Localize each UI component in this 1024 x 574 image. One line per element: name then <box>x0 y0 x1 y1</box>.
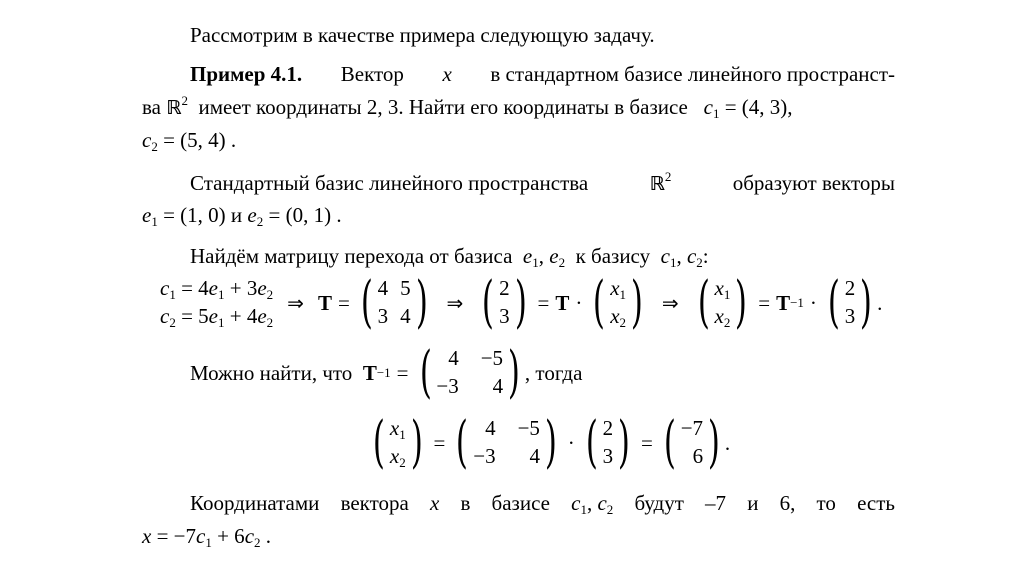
result-answer: ( −7 6 ) <box>663 410 721 475</box>
T-inverse-matrix: ( 4 −5 −3 4 ) <box>419 340 521 405</box>
basis-system: $c_1 = 4e_1 + 3e_2$ $c_2 = 5e_1 + 4e_2$ <box>160 276 274 330</box>
transition-text: Найдём матрицу перехода от базиса <box>190 244 513 268</box>
standard-line-2: $e_1 = (1$, 0) и $e_2 = (0$, 1) . <box>142 203 342 229</box>
vector-2-3-b: ( 2 3 ) <box>827 270 873 335</box>
implies-arrow-3: ⇒ <box>661 291 679 315</box>
transition-to: к базису <box>575 244 651 268</box>
example-line-1 <box>190 61 895 87</box>
dim-sup: 2 <box>181 93 188 108</box>
c2-definition: = (5, 4) . <box>163 128 237 152</box>
vector-2-3: ( 2 3 ) <box>482 270 527 335</box>
example-text-coords: имеет координаты 2, 3. Найти его координаты в базисе <box>198 95 688 119</box>
system-row: $c_1 = 4e_1 + 3e_2$ $c_2 = 5e_1 + 4e_2$ ⇒ T = ( 4 5 3 4 ) ⇒ ( 2 3 ) = T · ( $x_1$ $x_2$ ) ⇒ ( $x_1$ $x_2$ ) = T −1 · ( 2 3 ) . <box>160 270 883 335</box>
result-row: ( $x_1$ $x_2$ ) = ( 4 −5 −3 4 ) · ( 2 3 ) = ( −7 6 ) . <box>368 412 730 474</box>
T-symbol: T <box>317 290 332 315</box>
c1-definition: = (4, 3), <box>724 95 793 119</box>
conclusion-line-1: Координатами вектора x в базисе $c_1$, $c_2$ будут –7 и 6, то есть <box>190 491 895 517</box>
implies-arrow-1: ⇒ <box>287 291 304 315</box>
then-word: , тогда <box>524 360 583 385</box>
conclusion-line-2: $x = -7c_1 + 6c_2$ . <box>142 524 272 550</box>
T-matrix: ( 4 5 3 4 ) <box>360 270 428 335</box>
example-text-vector: Вектор <box>340 62 404 86</box>
inverse-row: Можно найти, что T −1 = ( 4 −5 −3 4 ) , тогда <box>190 340 583 405</box>
example-text-rest: в стандартном базисе линейного пространст- <box>490 62 895 86</box>
result-vector-2-3: ( 2 3 ) <box>585 410 631 475</box>
result-vector-x: ( $x_1$ $x_2$ ) <box>372 410 423 475</box>
e1-definition: = (1, 0) <box>163 203 226 227</box>
vector-x-2: ( $x_1$ $x_2$ ) <box>697 270 748 335</box>
example-text-va: ва <box>142 95 161 119</box>
e2-definition: = (0, 1) . <box>268 203 342 227</box>
transition-line: Найдём матрицу перехода от базиса $e_1$, $e_2$ к базису $c_1$, $c_2$: <box>190 244 709 270</box>
standard-text: Стандартный базис линейного пространства <box>190 171 589 195</box>
colon: : <box>702 244 709 268</box>
implies-arrow-2: ⇒ <box>446 291 464 315</box>
intro-text: Рассмотрим в качестве примера следующую задачу. <box>190 23 655 47</box>
standard-line-1: Стандартный базис линейного пространства ℝ$^2$ образуют векторы <box>190 169 895 195</box>
real-R-symbol: ℝ <box>166 97 182 119</box>
inverse-text: Можно найти, что <box>190 360 353 385</box>
example-title: Пример 4.1. <box>190 62 303 86</box>
and-word: и <box>230 203 243 227</box>
var-x: x <box>442 62 452 86</box>
example-line-3: $c_2 = (5$, 4) . <box>142 128 237 154</box>
result-T-inverse: ( 4 −5 −3 4 ) <box>456 410 557 475</box>
standard-text-end: образуют векторы <box>732 171 895 195</box>
vector-x: ( $x_1$ $x_2$ ) <box>593 270 643 335</box>
example-line-2: ва ℝ$^2$ имеет координаты 2, 3. Найти его координаты в базисе $c_1 = (4$, 3), <box>142 93 793 121</box>
